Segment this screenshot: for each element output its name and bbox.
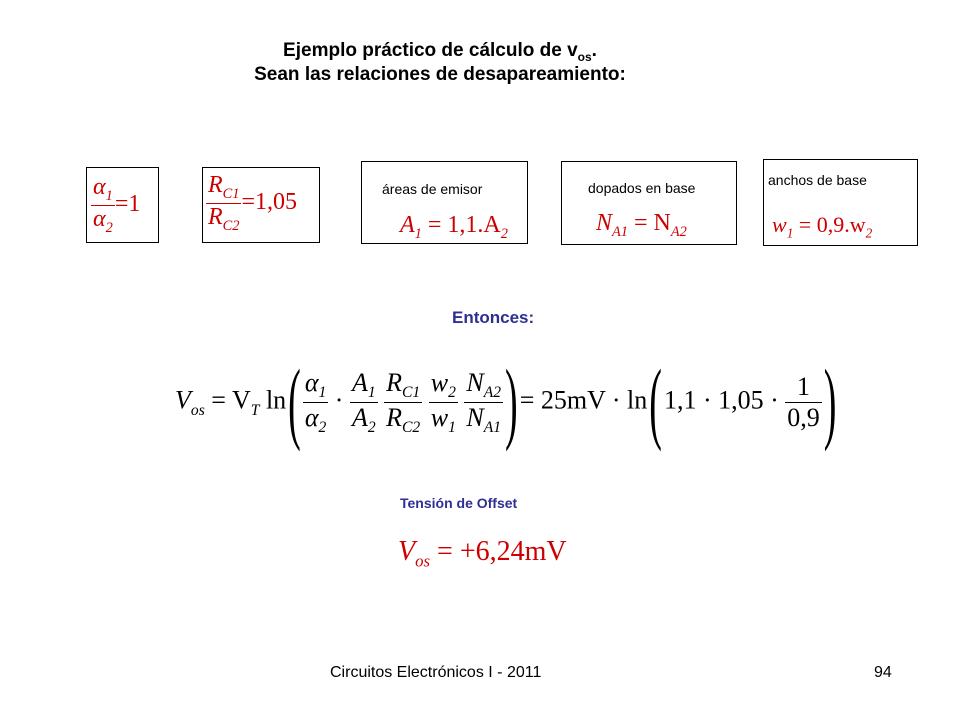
anchos-label: anchos de base xyxy=(768,172,867,188)
vos-equation: $V_{os} = V_T$ ln( $\frac{\alpha_1}{\alpha_2}$ · $\frac{A_1}{A_2}$ $\frac{R_{C1}}{R_{C2}}$ $\frac{w_2}{w_1}$ $\frac{N_{A2}}{N_{A1}}$ )= 25mV · ln(1,1 · 1,05 · $\frac{1}{0,9}$ ) xyxy=(175,368,838,437)
title-subscript: os xyxy=(577,49,592,64)
areas-label: áreas de emisor xyxy=(382,181,483,197)
relation-dopados-box xyxy=(561,161,737,245)
offset-label: Tensión de Offset xyxy=(400,495,518,511)
areas-equation: $A_1 = 1,1.A_2$ xyxy=(400,212,508,242)
relation-alpha-box xyxy=(86,167,159,243)
page-subtitle xyxy=(0,64,880,86)
rc-ratio-equation: $\frac{R_{C1}}{R_{C2}}$ =1,05 xyxy=(208,172,298,234)
subtitle-text: Sean las relaciones de desapareamiento: xyxy=(254,64,626,85)
title-line1-text: Ejemplo práctico de cálculo de v xyxy=(283,40,578,61)
entonces-label: Entonces: xyxy=(452,308,535,327)
alpha-ratio-equation: $\frac{\alpha_1}{\alpha_2}$ =1 xyxy=(93,174,141,236)
footer-course: Circuitos Electrónicos I - 2011 xyxy=(330,664,542,681)
dopados-equation: $N_{A1} = N_{A2}$ xyxy=(596,210,687,240)
relation-rc-box xyxy=(202,167,320,243)
right-paren-2: ) xyxy=(823,352,837,454)
anchos-equation: $w_1 = 0,9.w_2$ xyxy=(772,212,873,241)
dopados-label: dopados en base xyxy=(588,180,696,196)
page-number: 94 xyxy=(874,664,892,681)
title-period: . xyxy=(591,40,597,61)
left-paren-2: ( xyxy=(649,352,662,454)
page-title xyxy=(0,40,880,64)
result-equation: $V_{os} = +6,24mV$ xyxy=(398,536,567,571)
left-paren: ( xyxy=(288,352,301,454)
right-paren: ) xyxy=(505,352,518,454)
relation-areas-box xyxy=(361,161,528,244)
relation-anchos-box xyxy=(763,159,918,246)
